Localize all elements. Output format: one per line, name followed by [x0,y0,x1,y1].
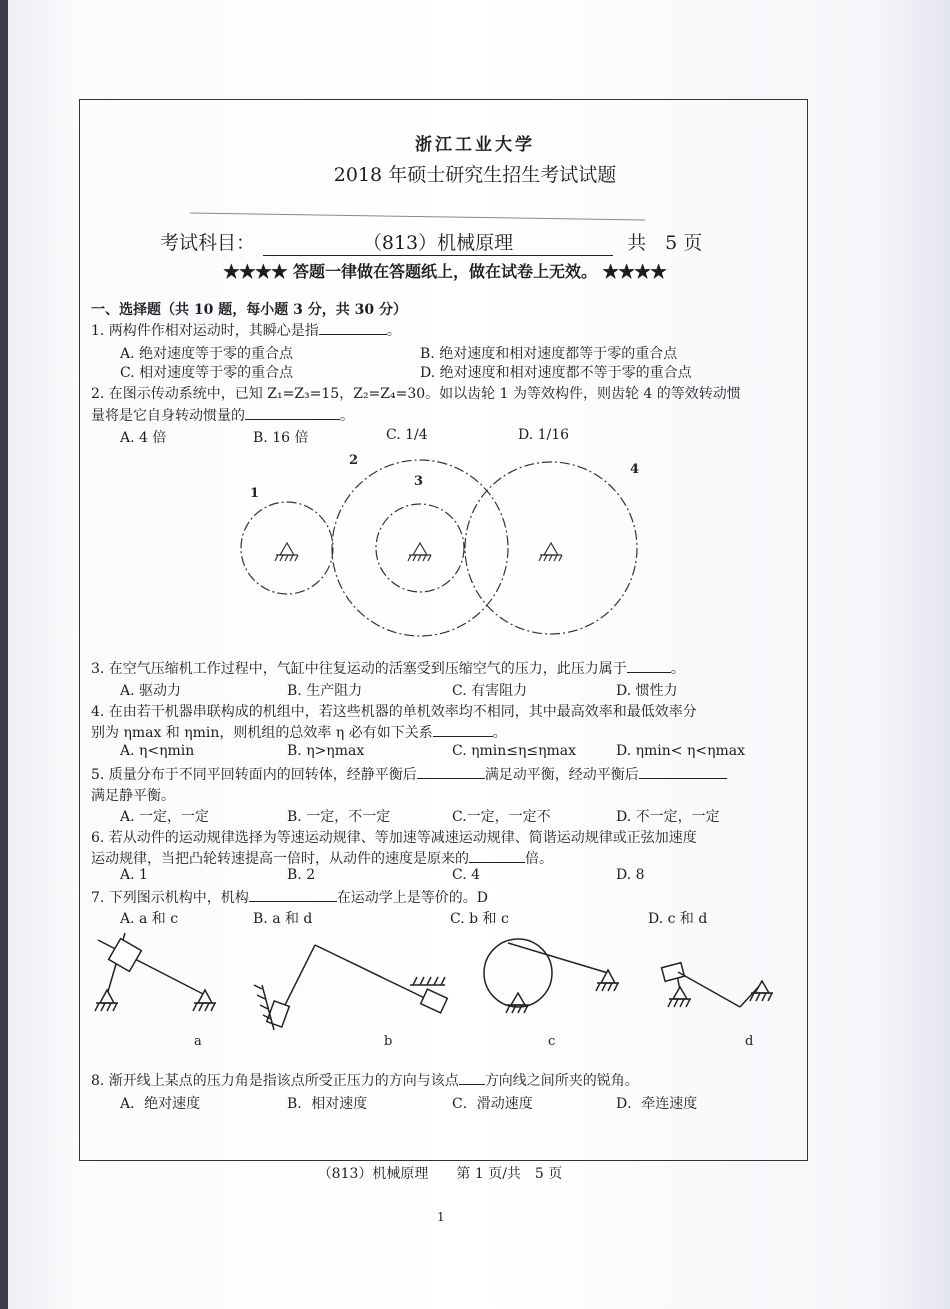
page-number: 1 [437,1210,445,1224]
scan-edge [0,0,8,1309]
q6-stem-line1: 6. 若从动件的运动规律选择为等速运动规律、等加速等减速运动规律、简谐运动规律或正弦加速度 [91,830,697,846]
title-underline [190,205,650,225]
q6-option-c: C. 4 [452,867,481,883]
q6-option-b: B. 2 [287,867,316,883]
q2-option-d: D. 1/16 [518,427,570,443]
q1-option-d: D. 绝对速度和相对速度都不等于零的重合点 [420,365,692,381]
mechanism-b [254,945,447,1030]
gear-label-3: 3 [414,474,424,489]
q2-stem-line2: 量将是它自身转动惯量的 。 [91,408,354,424]
q4-option-c: C. ηmin≤η≤ηmax [452,743,577,759]
q8-option-b: B．相对速度 [287,1096,368,1112]
mechanism-label-a: a [194,1034,202,1049]
q7-option-a: A. a 和 c [120,911,179,927]
answer-notice: ★★★★ 答题一律做在答题纸上，做在试卷上无效。 ★★★★ [223,262,667,281]
page-footer: （813）机械原理 第 1 页/共 5 页 [317,1166,563,1182]
exam-title: 2018 年硕士研究生招生考试试题 [333,164,617,186]
mechanism-d [662,963,773,1007]
q5-stem-line2: 满足静平衡。 [91,788,175,804]
q4-option-a: A. η<ηmin [120,743,195,759]
q7-option-b: B. a 和 d [253,911,313,927]
q4-option-b: B. η>ηmax [287,743,365,759]
q6-option-d: D. 8 [616,867,645,883]
q5-stem-line1: 5. 质量分布于不同平回转面内的回转体，经静平衡后 满足动平衡，经动平衡后 [91,764,727,784]
gear-label-4: 4 [630,462,640,477]
q1-option-c: C. 相对速度等于零的重合点 [120,365,294,381]
q5-option-c: C.一定，一定不 [452,809,551,825]
q8-option-a: A．绝对速度 [120,1096,201,1112]
mechanisms-diagram [90,925,800,1055]
q5-option-d: D. 不一定，一定 [616,809,720,825]
q2-stem-line1: 2. 在图示传动系统中，已知 Z₁=Z₃=15，Z₂=Z₄=30。如以齿轮 1 为等效构件，则齿轮 4 的等效转动惯 [91,386,741,402]
q7-option-c: C. b 和 c [450,911,509,927]
university-title: 浙江工业大学 [415,135,535,155]
q8-option-d: D．牵连速度 [616,1096,698,1112]
q3-option-c: C. 有害阻力 [452,683,528,699]
q1-stem: 1. 两构件作相对运动时，其瞬心是指 。 [91,323,401,339]
q3-stem: 3. 在空气压缩机工作过程中，气缸中往复运动的活塞受到压缩空气的压力，此压力属于 。 [91,661,685,677]
mechanism-label-b: b [384,1034,393,1049]
mechanism-label-c: c [548,1034,556,1049]
q7-option-d: D. c 和 d [648,911,708,927]
page-count: 共 5 页 [627,232,703,254]
mechanism-a [95,933,216,1011]
q6-stem-line2: 运动规律，当把凸轮转速提高一倍时，从动件的速度是原来的 倍。 [91,851,553,867]
pivot-support-icon [539,543,562,561]
q1-option-b: B. 绝对速度和相对速度都等于零的重合点 [420,346,678,362]
section-title: 一、选择题（共 10 题，每小题 3 分，共 30 分） [91,302,407,318]
q5-option-a: A. 一定，一定 [120,809,210,825]
q5-option-b: B. 一定，不一定 [287,809,391,825]
q6-option-a: A. 1 [120,867,148,883]
pivot-support-icon [275,543,298,561]
subject-line [160,228,702,256]
pivot-support-icon [408,543,431,561]
q2-option-b: B. 16 倍 [253,430,309,446]
q3-option-d: D. 惯性力 [616,683,678,699]
gear-label-2: 2 [349,453,359,468]
mechanism-label-d: d [745,1034,754,1049]
mechanism-c [484,939,619,1013]
q3-option-b: B. 生产阻力 [287,683,363,699]
q2-option-a: A. 4 倍 [120,430,167,446]
subject-label: 考试科目： [160,232,256,254]
q2-option-c: C. 1/4 [386,427,428,443]
q7-stem: 7. 下列图示机构中，机构 在运动学上是等价的。D [91,890,489,906]
q4-stem-line2: 别为 ηmax 和 ηmin，则机组的总效率 η 必有如下关系 。 [91,725,507,741]
q1-option-a: A. 绝对速度等于零的重合点 [120,346,294,362]
q4-option-d: D. ηmin< η<ηmax [616,743,745,759]
subject-value: （813）机械原理 [263,228,613,256]
q8-option-c: C．滑动速度 [452,1096,533,1112]
q4-stem-line1: 4. 在由若干机器串联构成的机组中，若这些机器的单机效率均不相同，其中最高效率和最低效率分 [91,704,697,720]
q3-option-a: A. 驱动力 [120,683,182,699]
gear-train-diagram [225,445,665,645]
q8-stem: 8. 渐开线上某点的压力角是指该点所受正压力的方向与该点 方向线之间所夹的锐角。 [91,1073,639,1089]
gear-label-1: 1 [250,486,260,501]
